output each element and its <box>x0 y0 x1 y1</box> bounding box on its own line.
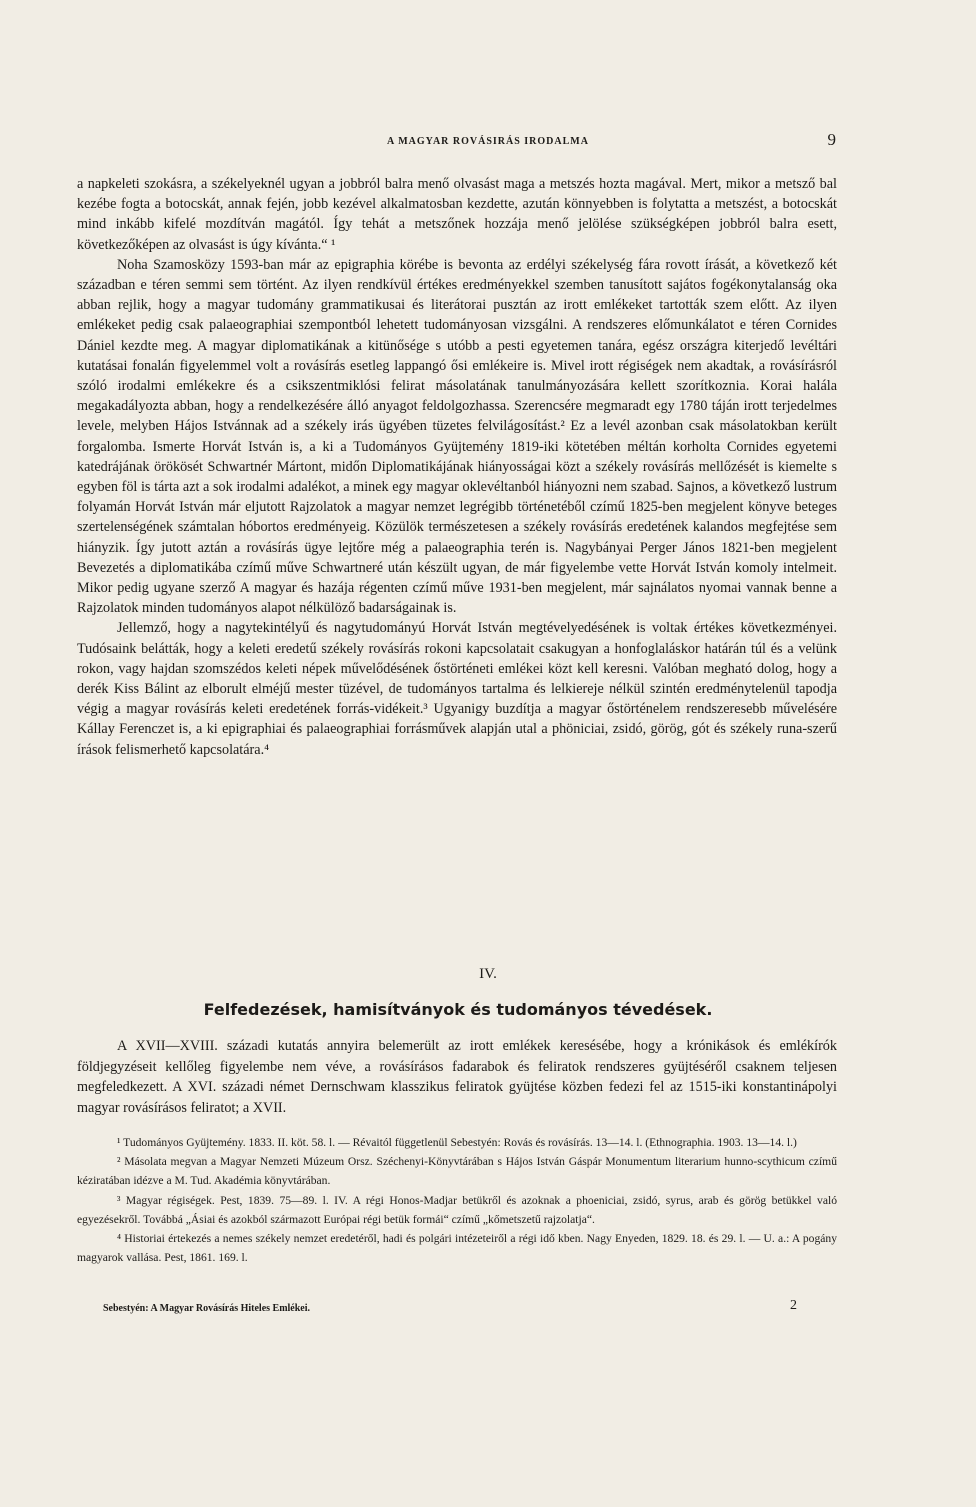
paragraph-1: a napkeleti szokásra, a székelyeknél ugyan a jobbról balra menő olvasást maga a metszés hozta magával. Mert, mikor a metsző bal kezébe fogta a botocskát, annak fején, jobb kezével alkalmatosban kezdette, azután könnyebben is folytatta a metszést, a botocskát mind inkább kifelé mozdítván magától. Így tehát a metszőnek hozzája menő jelölése szükségképen jobbról balra esett, következőképen az olvasást is úgy kívánta.“ ¹ <box>77 176 837 253</box>
signature-mark: 2 <box>790 1298 797 1313</box>
section-text <box>77 1036 837 1118</box>
body-text <box>77 174 837 760</box>
footnote-4: ⁴ Historiai értekezés a nemes székely nemzet eredetéről, hadi és polgári intézeteiről a régi idő kben. Nagy Enyeden, 1829. 18. és 29. l. — U. a.: A pogány magyarok vallása. Pest, 1861. 169. l. <box>77 1232 837 1265</box>
footnote-2: ² Másolata megvan a Magyar Nemzeti Múzeum Orsz. Széchenyi-Könyvtárában s Hájos István Gáspár Monumentum literarium hunno-scythicum czímű kéziratában idézve a M. Tud. Akadémia könyvtárában. <box>77 1155 837 1188</box>
running-head: A MAGYAR ROVÁSIRÁS IRODALMA <box>387 136 589 147</box>
section-title: Felfedezések, hamisítványok és tudományos tévedések. <box>203 1000 713 1019</box>
footnotes <box>77 1133 837 1267</box>
footnote-1: ¹ Tudományos Gyüjtemény. 1833. II. köt. 58. l. — Révaitól függetlenül Sebestyén: Rovás és rovásírás. 13—14. l. (Ethnographia. 1903. 13—14. l.) <box>117 1136 797 1149</box>
paragraph-3: Jellemző, hogy a nagytekintélyű és nagytudományú Horvát István megtévelyedésének is voltak értékes következményei. Tudósaink belátták, hogy a keleti eredetű székely rovásírás rokoni kapcsolatait csakugyan a honfoglaláskor határán túl és a velünk rokon, vagy hajdan szomszédos keleti népek művelődésének őstörténeti emlékei közt kell keresni. Valóban megható dolog, hogy a derék Kiss Bálint az elborult elméjű mester tüzével, de tudományos tartalma és lelkiereje nélkül szintén eredménytelenül tapodja végig a magyar rovásírás keleti eredetének forrás-vidékeit.³ Ugyanigy buzdítja a magyar őstörténelem rendszeresebb művelésére Kállay Ferenczet is, a ki epigraphiai és palaeographiai forrásművek alapján utal a phöniciai, zsidó, görög, gót és székely runa-szerű írások felismerhető kapcsolatára.⁴ <box>77 620 837 758</box>
footnote-3: ³ Magyar régiségek. Pest, 1839. 75—89. l. IV. A régi Honos-Madjar betükről és azoknak a phoeniciai, zsidó, syrus, arab és görög betükkel való egyezésekről. Továbbá „Ásiai és azokból származott Európai régi betük formái“ czímű „kőmetszetű rajzolatja“. <box>77 1193 837 1226</box>
page-number: 9 <box>827 130 836 149</box>
section-number: IV. <box>479 966 497 982</box>
section-paragraph: A XVII—XVIII. századi kutatás annyira belemerült az irott emlékek keresésébe, hogy a krónikások és emlékírók földjegyzéseit kellőleg figyelembe nem véve, a rovásírásos fadarabok és feliratok rendszeres gyüjtéséről csaknem teljesen megfeledkezett. A XVI. századi német Dernschwam klasszikus feliratok gyüjtése közben fedezi fel az 1515-iki konstantinápolyi magyar rovásírásos feliratot; a XVII. <box>77 1038 837 1116</box>
paragraph-2: Noha Szamosközy 1593-ban már az epigraphia körébe is bevonta az erdélyi székelység fára rovott írását, a következő két században e téren semmi sem történt. Az ilyen rendkívül értékes eredményekkel szemben tanusított sajátos fogékonytalanság oka abban rejlik, hogy a magyar tudomány grammatikusai és literátorai pusztán az irott emlékeket tartották szem előtt. Az ilyen emlékeket pedig csak palaeographiai szempontból lehetett tudományosan vizsgálni. A rendszeres előmunkálatot e téren Cornides Dániel kezdte meg. A magyar diplomatikának a kitünősége s utóbb a pesti egyetemen tanára, egész országra kiterjedő levéltári kutatásai fonalán figyelemmel volt a rovásírás esetleg lappangó ősi emlékeire is. Mivel irott régiségek nem akadtak, a rovásírásról szóló irodalmi emlékekre és a csikszentmiklósi felirat másolatának tanulmányozására kellett szorítkoznia. Korai halála megakadályozta abban, hogy a rendelkezésére álló anyagot feldolgozhassa. Szerencsére megmaradt egy 1780 táján irott terjedelmes levele, melyben Hájos Istvánnak ad a székely irás ügyében tüzetes felvilágosítást.² Ez a levél azonban csak másolatokban került forgalomba. Ismerte Horvát István is, a ki a Tudományos Gyüjtemény 1819-iki kötetében méltán korholta Cornides egyetemi katedrájának örökösét Schwartnér Mártont, midőn Diplomatikájának hiányosságai közt a székely rovásírás mellőzését is kiemelte s egyben föl is tárta azt a sok irodalmi adalékot, a minek egy magyar oklevéltanból hiányozni nem szabad. Sajnos, a következő lustrum folyamán Horvát István már eljutott Rajzolatok a magyar nemzet legrégibb történetéből czímű 1825-ben megjelent könyve beteges szertelenségének számtalan hóbortos eredményeig. Közülök természetesen a székely rovásírás eredetének kalandos megfejtése sem hiányzik. Így jutott aztán a rovásírás ügye lejtőre még a palaeographia terén is. Nagybányai Perger János 1821-ben megjelent Bevezetés a diplomatikába czímű műve Schwartneré után készült ugyan, de már figyelembe vette Horvát István komoly intelmeit. Mikor pedig ugyane szerző A magyar és hazája régenten czímű műve 1931-ben megjelent, már sajnálatos nyomai vannak benne a Rajzolatok minden tudományos alapot nélkülöző badarságainak is. <box>77 256 837 617</box>
imprint-line: Sebestyén: A Magyar Rovásírás Hiteles Emlékei. <box>103 1303 311 1314</box>
